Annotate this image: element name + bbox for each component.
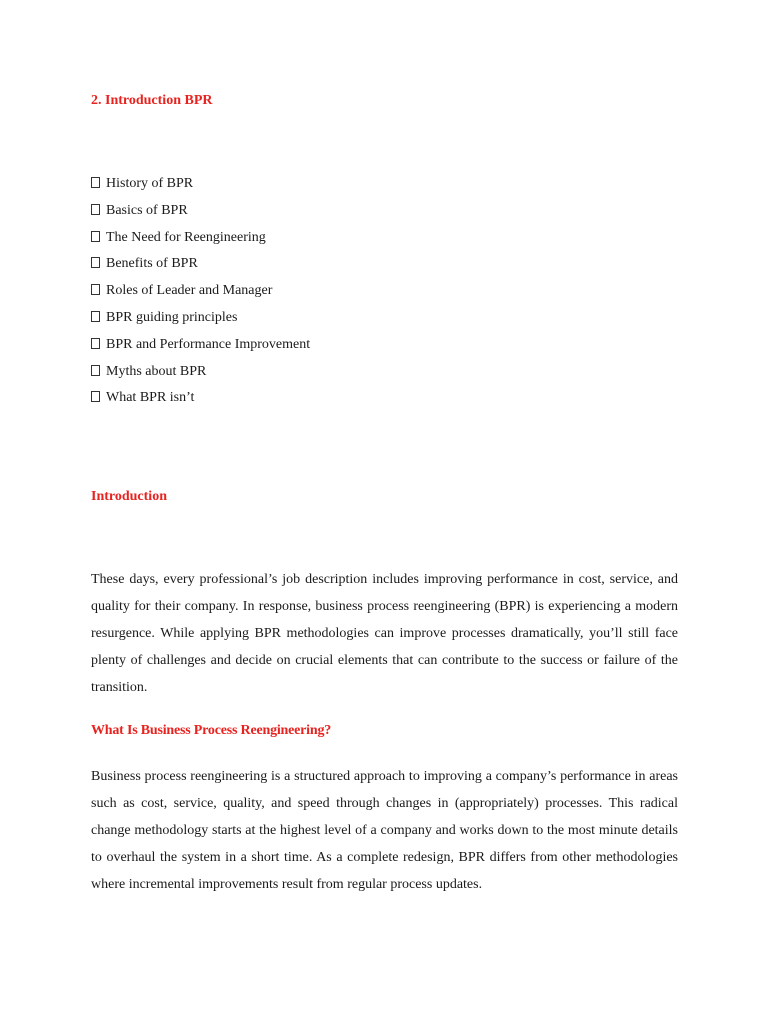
section-heading-introduction: Introduction: [91, 489, 167, 504]
definition-paragraph: Business process reengineering is a structured approach to improving a company’s performance in areas such as cost, service, quality, and speed through changes in (appropriately) processes. This radical change methodology starts at the highest level of a company and works down to the most minute details to overhaul the system in a short time. As a complete redesign, BPR differs from other methodologies where incremental improvements result from regular process updates.: [91, 769, 678, 892]
topic-label: What BPR isn’t: [106, 390, 195, 406]
intro-paragraph: These days, every professional’s job description includes improving performance in cost, service, and quality for their company. In response, business process reengineering (BPR) is experiencing a modern resurgence. While applying BPR methodologies can improve processes dramatically, you’ll still face plenty of challenges and decide on crucial elements that can contribute to the success or failure of the transition.: [91, 572, 678, 695]
topic-label: Myths about BPR: [106, 363, 207, 379]
checkbox-bullet-icon: [91, 391, 100, 402]
checkbox-bullet-icon: [91, 204, 100, 215]
topic-label: Benefits of BPR: [106, 256, 198, 272]
topic-label: Roles of Leader and Manager: [106, 283, 273, 299]
topic-list-item: [91, 278, 310, 305]
topic-list-item: [91, 332, 310, 359]
checkbox-bullet-icon: [91, 231, 100, 242]
topic-list-item: [91, 251, 310, 278]
checkbox-bullet-icon: [91, 311, 100, 322]
topic-list-item: [91, 198, 310, 225]
checkbox-bullet-icon: [91, 365, 100, 376]
topic-list-item: [91, 359, 310, 386]
topic-label: Basics of BPR: [106, 202, 188, 218]
topic-label: The Need for Reengineering: [106, 229, 266, 245]
topic-list-item: [91, 385, 310, 412]
topic-list-item: [91, 225, 310, 252]
checkbox-bullet-icon: [91, 257, 100, 268]
topic-list-item: [91, 171, 310, 198]
topic-list: [91, 171, 310, 412]
topic-label: BPR and Performance Improvement: [106, 336, 311, 352]
document-title: 2. Introduction BPR: [91, 93, 213, 108]
checkbox-bullet-icon: [91, 338, 100, 349]
section-heading-what-is-bpr: What Is Business Process Reengineering?: [91, 723, 332, 738]
topic-label: History of BPR: [106, 176, 194, 191]
topic-list-item: [91, 305, 310, 332]
topic-label: BPR guiding principles: [106, 309, 238, 325]
checkbox-bullet-icon: [91, 177, 100, 188]
checkbox-bullet-icon: [91, 284, 100, 295]
